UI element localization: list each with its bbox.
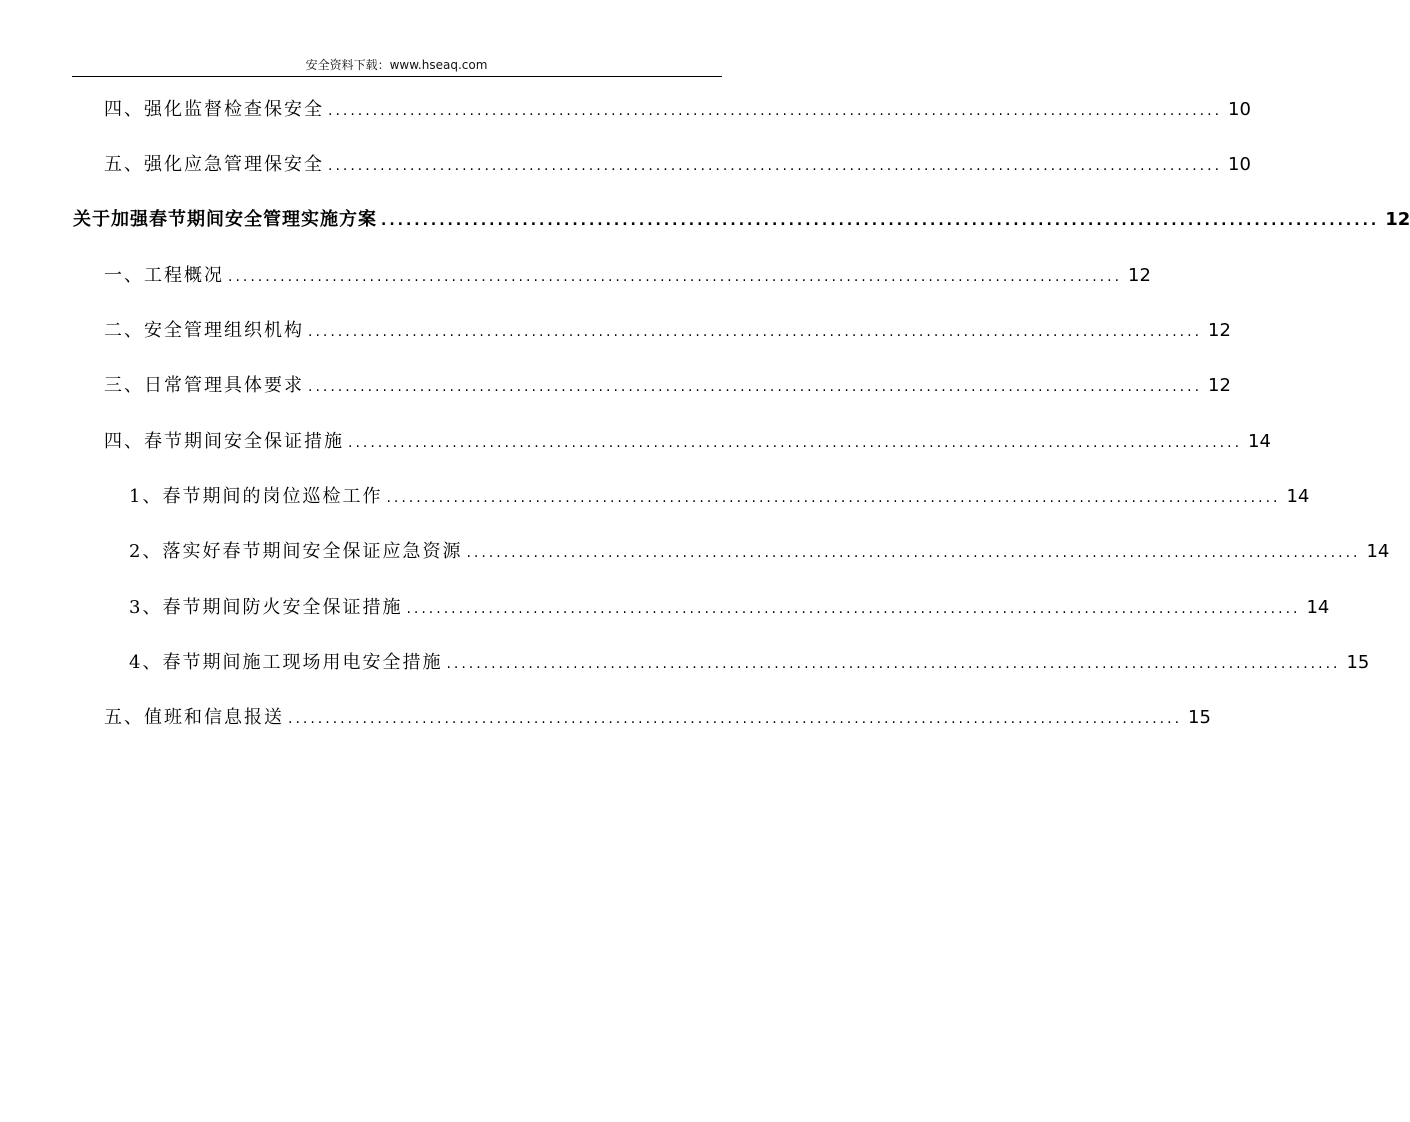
- toc-leader: ........................................................................................................................: [328, 103, 1223, 119]
- toc-entry-label: 1、春节期间的岗位巡检工作: [129, 486, 383, 507]
- toc-leader: ........................................................................................................................: [446, 656, 1341, 672]
- toc-entry-label: 五、强化应急管理保安全: [104, 154, 324, 175]
- toc-entry-page: 12: [1208, 375, 1231, 396]
- toc-entry[interactable]: [129, 539, 1390, 565]
- toc-leader: ........................................................................................................................: [288, 711, 1183, 727]
- toc-entry-page: 15: [1346, 652, 1370, 673]
- toc-entry-page: 12: [1128, 265, 1151, 286]
- toc-entry-label: 二、安全管理组织机构: [104, 320, 304, 341]
- toc-entry-label: 一、工程概况: [104, 265, 224, 286]
- toc-entry-page: 10: [1228, 154, 1251, 175]
- toc-entry[interactable]: [104, 97, 1251, 123]
- toc-entry[interactable]: [104, 373, 1231, 399]
- toc-entry[interactable]: [129, 650, 1370, 676]
- toc-entry-label: 四、春节期间安全保证措施: [104, 431, 344, 452]
- toc-entry-page: 10: [1228, 99, 1251, 120]
- toc-entry-page: 14: [1248, 431, 1271, 452]
- toc-entry-label: 四、强化监督检查保安全: [104, 99, 324, 120]
- toc-entry-label: 3、春节期间防火安全保证措施: [129, 597, 403, 618]
- toc-entry-page: 14: [1286, 486, 1310, 507]
- toc-entry-page: 14: [1306, 597, 1330, 618]
- toc-leader: ........................................................................................................................: [406, 601, 1301, 617]
- toc-entry-label: 4、春节期间施工现场用电安全措施: [129, 652, 443, 673]
- toc-entry-page: 14: [1366, 541, 1390, 562]
- toc-entry[interactable]: [104, 152, 1251, 178]
- header-divider: [72, 76, 722, 77]
- toc-entry-label: 五、值班和信息报送: [104, 707, 284, 728]
- toc-leader: ........................................................................................................................: [308, 324, 1203, 340]
- toc-entry[interactable]: [104, 263, 1151, 289]
- toc-leader: ........................................................................................................................: [466, 545, 1361, 561]
- toc-entry-page: 12: [1208, 320, 1231, 341]
- page-header: 安全资料下载：www.hseaq.com: [305, 58, 488, 72]
- toc-leader: ........................................................................................................................: [228, 269, 1123, 285]
- toc-leader: ........................................................................................................................: [348, 435, 1243, 451]
- toc-entry-page: 12: [1385, 209, 1410, 230]
- toc-leader: ........................................................................................................................: [381, 213, 1380, 229]
- toc-entry-label: 三、日常管理具体要求: [104, 375, 304, 396]
- toc-leader: ........................................................................................................................: [386, 490, 1281, 506]
- toc-entry-page: 15: [1188, 707, 1211, 728]
- toc-entry[interactable]: [104, 705, 1211, 731]
- toc-entry-label: 关于加强春节期间安全管理实施方案: [73, 209, 377, 230]
- toc-leader: ........................................................................................................................: [328, 158, 1223, 174]
- toc-entry[interactable]: [73, 207, 1410, 233]
- toc-entry-label: 2、落实好春节期间安全保证应急资源: [129, 541, 463, 562]
- toc-entry[interactable]: [104, 318, 1231, 344]
- toc-leader: ........................................................................................................................: [308, 379, 1203, 395]
- toc-entry[interactable]: [104, 429, 1271, 455]
- toc-entry[interactable]: [129, 484, 1310, 510]
- toc-entry[interactable]: [129, 595, 1330, 621]
